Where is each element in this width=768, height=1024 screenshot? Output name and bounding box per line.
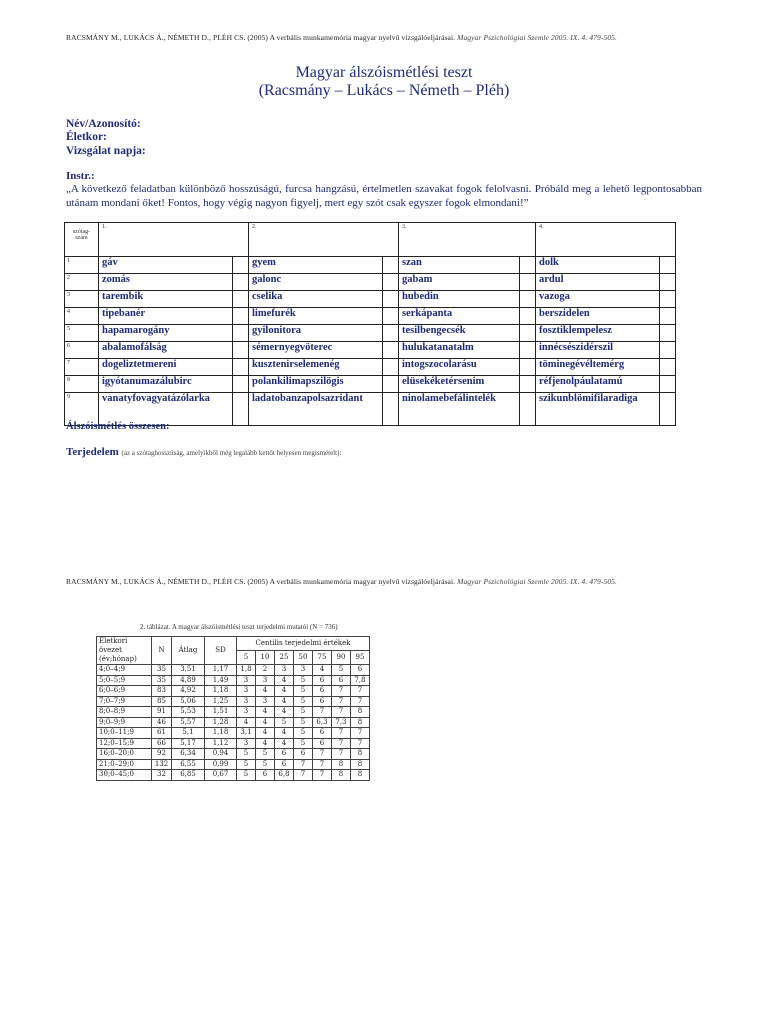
col-header: 2. <box>249 223 399 257</box>
age-cell: 10;0–11;9 <box>97 728 152 739</box>
centile-value: 7 <box>332 738 351 749</box>
score-cell[interactable] <box>383 325 399 342</box>
norms-row <box>97 717 370 728</box>
centile-value: 7 <box>332 707 351 718</box>
age-cell: 6;0–6;9 <box>97 686 152 697</box>
centile-value: 5 <box>275 717 294 728</box>
score-cell[interactable] <box>383 274 399 291</box>
score-cell[interactable] <box>660 325 676 342</box>
centile-value: 8 <box>351 707 370 718</box>
centile-value: 8 <box>351 759 370 770</box>
n-cell: 35 <box>152 665 172 676</box>
pseudoword: dogeliztetmereni <box>99 359 233 376</box>
pseudoword: hulukatanatalm <box>399 342 520 359</box>
score-cell[interactable] <box>383 257 399 274</box>
score-cell[interactable] <box>520 359 536 376</box>
score-cell[interactable] <box>233 376 249 393</box>
centile-value: 7 <box>332 696 351 707</box>
span-note: (az a szótaghosszúság, amelyikből még legalább kettőt helyesen megismételt): <box>121 449 342 457</box>
pseudoword: réfjenolpáulatamú <box>536 376 660 393</box>
pseudoword: vanatyfovagyatázólarka <box>99 393 233 426</box>
table-row <box>65 359 676 376</box>
sd-cell: 0,99 <box>205 759 237 770</box>
centile-value: 7 <box>313 707 332 718</box>
col-header: 3. <box>399 223 536 257</box>
n-cell: 32 <box>152 770 172 781</box>
centile-value: 8 <box>351 717 370 728</box>
norms-row <box>97 759 370 770</box>
table-row <box>65 257 676 274</box>
norms-row <box>97 696 370 707</box>
centile-value: 6,3 <box>313 717 332 728</box>
pseudoword: galonc <box>249 274 383 291</box>
pseudoword: igyótanumazálubirc <box>99 376 233 393</box>
n-cell: 83 <box>152 686 172 697</box>
centile-value: 3 <box>256 696 275 707</box>
score-cell[interactable] <box>660 359 676 376</box>
pseudoword: fosztiklempelesz <box>536 325 660 342</box>
score-cell[interactable] <box>383 393 399 426</box>
n-header: N <box>152 637 172 665</box>
pseudoword: gyem <box>249 257 383 274</box>
mean-cell: 6,55 <box>172 759 205 770</box>
n-cell: 85 <box>152 696 172 707</box>
norms-body <box>97 665 370 781</box>
mean-cell: 5,57 <box>172 717 205 728</box>
centile-value: 6 <box>313 675 332 686</box>
centile-value: 5 <box>294 707 313 718</box>
centile-value: 7 <box>351 738 370 749</box>
age-cell: 5;0–5;9 <box>97 675 152 686</box>
centile-value: 4 <box>256 717 275 728</box>
pseudoword: intogszocolarásu <box>399 359 520 376</box>
score-cell[interactable] <box>383 308 399 325</box>
score-cell[interactable] <box>520 257 536 274</box>
total-score-label: Álszóismétlés összesen: <box>66 421 170 432</box>
score-cell[interactable] <box>520 376 536 393</box>
percentile-header: 5 <box>237 651 256 665</box>
pseudoword-table-header <box>65 223 676 257</box>
centile-value: 6 <box>313 738 332 749</box>
centile-value: 4 <box>313 665 332 676</box>
centile-value: 6 <box>351 665 370 676</box>
centile-value: 4 <box>275 738 294 749</box>
centile-value: 5 <box>294 717 313 728</box>
centile-value: 7 <box>313 749 332 760</box>
syllable-count: 8 <box>65 376 99 393</box>
pseudoword: gáv <box>99 257 233 274</box>
span-label <box>66 446 341 458</box>
sd-cell: 1,18 <box>205 686 237 697</box>
pseudoword: gyilonitora <box>249 325 383 342</box>
percentile-header: 10 <box>256 651 275 665</box>
syllable-count: 9 <box>65 393 99 426</box>
sd-cell: 0,94 <box>205 749 237 760</box>
percentile-header: 75 <box>313 651 332 665</box>
score-cell[interactable] <box>233 342 249 359</box>
pseudoword: tarembik <box>99 291 233 308</box>
pseudoword: ladatobanzapolsazridant <box>249 393 383 426</box>
col-header: 4. <box>536 223 676 257</box>
norms-row <box>97 686 370 697</box>
centile-value: 4 <box>275 686 294 697</box>
mean-cell: 5,53 <box>172 707 205 718</box>
score-cell[interactable] <box>233 325 249 342</box>
centile-value: 6 <box>294 749 313 760</box>
mean-cell: 4,89 <box>172 675 205 686</box>
pseudoword: szan <box>399 257 520 274</box>
mean-cell: 3,51 <box>172 665 205 676</box>
age-cell: 9;0–9;9 <box>97 717 152 728</box>
page-subtitle: (Racsmány – Lukács – Németh – Pléh) <box>258 82 510 99</box>
syllable-header: szótag-szám <box>65 223 99 257</box>
pseudoword: innécsészidérszil <box>536 342 660 359</box>
score-cell[interactable] <box>233 274 249 291</box>
centile-value: 4 <box>256 686 275 697</box>
centile-value: 4 <box>275 696 294 707</box>
score-cell[interactable] <box>660 393 676 426</box>
syllable-count: 7 <box>65 359 99 376</box>
sd-cell: 1,49 <box>205 675 237 686</box>
centile-value: 6 <box>256 770 275 781</box>
mean-cell: 6,85 <box>172 770 205 781</box>
centile-value: 4 <box>275 707 294 718</box>
score-cell[interactable] <box>660 342 676 359</box>
table-row <box>65 274 676 291</box>
pseudoword: abalamofálság <box>99 342 233 359</box>
age-cell: 4;0–4;9 <box>97 665 152 676</box>
pseudoword: zomás <box>99 274 233 291</box>
pseudoword: elüsekéketérsenim <box>399 376 520 393</box>
norms-table <box>96 636 370 781</box>
mean-cell: 6,34 <box>172 749 205 760</box>
score-cell[interactable] <box>520 325 536 342</box>
centile-value: 8 <box>332 770 351 781</box>
centile-value: 5 <box>294 675 313 686</box>
norms-row <box>97 675 370 686</box>
centile-value: 4 <box>275 728 294 739</box>
age-header: Életkori övezet (év;hónap) <box>97 637 152 665</box>
pseudoword: ninolamebefálintelék <box>399 393 520 426</box>
score-cell[interactable] <box>233 393 249 426</box>
sd-cell: 1,17 <box>205 665 237 676</box>
mean-cell: 4,92 <box>172 686 205 697</box>
pseudoword: vazoga <box>536 291 660 308</box>
centile-value: 5 <box>332 665 351 676</box>
norms-row <box>97 738 370 749</box>
centile-value: 6,8 <box>275 770 294 781</box>
syllable-count: 3 <box>65 291 99 308</box>
centile-value: 3 <box>237 696 256 707</box>
centile-value: 4 <box>256 728 275 739</box>
sd-cell: 0,67 <box>205 770 237 781</box>
centile-value: 3 <box>237 675 256 686</box>
centile-header: Centilis terjedelmi értékek <box>237 637 370 651</box>
centile-value: 7 <box>294 770 313 781</box>
pseudoword: ardul <box>536 274 660 291</box>
syllable-count: 2 <box>65 274 99 291</box>
sd-cell: 1,51 <box>205 707 237 718</box>
centile-value: 3 <box>256 675 275 686</box>
centile-value: 4 <box>237 717 256 728</box>
centile-value: 6 <box>275 759 294 770</box>
percentile-header: 95 <box>351 651 370 665</box>
page-title: Magyar álszóismétlési teszt <box>295 64 473 81</box>
mean-cell: 5,06 <box>172 696 205 707</box>
age-cell: 16;0–20;0 <box>97 749 152 760</box>
centile-value: 5 <box>294 738 313 749</box>
score-cell[interactable] <box>660 291 676 308</box>
centile-value: 5 <box>294 686 313 697</box>
centile-value: 3 <box>237 707 256 718</box>
age-field-label: Életkor: <box>66 131 107 143</box>
centile-value: 7 <box>313 759 332 770</box>
citation-header <box>66 33 617 42</box>
centile-value: 6 <box>313 686 332 697</box>
centile-value: 4 <box>256 738 275 749</box>
score-cell[interactable] <box>520 342 536 359</box>
mean-header: Átlag <box>172 637 205 665</box>
table-row <box>65 376 676 393</box>
n-cell: 35 <box>152 675 172 686</box>
centile-value: 7,3 <box>332 717 351 728</box>
score-cell[interactable] <box>383 376 399 393</box>
table-row <box>65 342 676 359</box>
n-cell: 132 <box>152 759 172 770</box>
citation-authors: RACSMÁNY M., LUKÁCS Á., NÉMETH D., PLÉH CS. (2005) A verbális munkamemória magyar nyelvű vizsgálóeljárásai. <box>66 33 456 42</box>
norms-table-caption: 2. táblázat. A magyar álszóismétlési teszt terjedelmi mutatói (N = 736) <box>140 623 338 631</box>
table-row <box>65 291 676 308</box>
citation-journal: Magyar Pszichológiai Szemle 2005. IX. 4. 479-505. <box>457 33 618 42</box>
col-header: 1. <box>99 223 249 257</box>
mean-cell: 5,17 <box>172 738 205 749</box>
centile-value: 5 <box>237 770 256 781</box>
sd-cell: 1,25 <box>205 696 237 707</box>
mean-cell: 5,1 <box>172 728 205 739</box>
score-cell[interactable] <box>383 359 399 376</box>
score-cell[interactable] <box>660 376 676 393</box>
centile-value: 6 <box>332 675 351 686</box>
norms-row <box>97 728 370 739</box>
instruction-text: „A következő feladatban különböző hosszúságú, furcsa hangzású, értelmetlen szavakat fogok felolvasni. Próbáld meg a lehető legpontosabban utánam mondani őket! Fontos, hogy végig nagyon figyelj, mert egy szót csak egyszer fogok elmondani!” <box>66 183 702 209</box>
norms-row <box>97 770 370 781</box>
norms-row <box>97 707 370 718</box>
centile-value: 8 <box>351 749 370 760</box>
centile-value: 3 <box>294 665 313 676</box>
pseudoword: kusztenirselemenég <box>249 359 383 376</box>
syllable-count: 5 <box>65 325 99 342</box>
score-cell[interactable] <box>233 257 249 274</box>
n-cell: 66 <box>152 738 172 749</box>
n-cell: 61 <box>152 728 172 739</box>
centile-value: 7,8 <box>351 675 370 686</box>
centile-value: 3,1 <box>237 728 256 739</box>
n-cell: 91 <box>152 707 172 718</box>
score-cell[interactable] <box>383 291 399 308</box>
score-cell[interactable] <box>520 308 536 325</box>
percentile-header: 90 <box>332 651 351 665</box>
centile-value: 7 <box>332 728 351 739</box>
citation-journal: Magyar Pszichológiai Szemle 2005. IX. 4. 479-505. <box>457 577 618 586</box>
norms-row <box>97 749 370 760</box>
n-cell: 46 <box>152 717 172 728</box>
pseudoword: töminegévéltemérg <box>536 359 660 376</box>
score-cell[interactable] <box>520 393 536 426</box>
centile-value: 7 <box>332 749 351 760</box>
centile-value: 5 <box>294 728 313 739</box>
pseudoword: szikunblömifilaradiga <box>536 393 660 426</box>
pseudoword: dolk <box>536 257 660 274</box>
centile-value: 5 <box>237 759 256 770</box>
norms-header-row <box>97 637 370 651</box>
score-cell[interactable] <box>233 291 249 308</box>
date-field-label: Vizsgálat napja: <box>66 145 146 157</box>
centile-value: 4 <box>256 707 275 718</box>
pseudoword-table <box>64 222 676 426</box>
pseudoword: sémernyegvöterec <box>249 342 383 359</box>
table-row <box>65 325 676 342</box>
centile-value: 5 <box>237 749 256 760</box>
instruction-label: Instr.: <box>66 170 95 182</box>
n-cell: 92 <box>152 749 172 760</box>
sd-header: SD <box>205 637 237 665</box>
span-title: Terjedelem <box>66 446 119 458</box>
pseudoword: hapamarogány <box>99 325 233 342</box>
pseudoword: cselika <box>249 291 383 308</box>
pseudoword: tipebanér <box>99 308 233 325</box>
centile-value: 7 <box>351 696 370 707</box>
score-cell[interactable] <box>660 274 676 291</box>
centile-value: 7 <box>294 759 313 770</box>
centile-value: 3 <box>237 686 256 697</box>
centile-value: 3 <box>237 738 256 749</box>
score-cell[interactable] <box>233 359 249 376</box>
citation-header <box>66 577 617 586</box>
age-cell: 7;0–7;9 <box>97 696 152 707</box>
score-cell[interactable] <box>520 291 536 308</box>
age-cell: 21;0–29;0 <box>97 759 152 770</box>
sd-cell: 1,28 <box>205 717 237 728</box>
centile-value: 5 <box>294 696 313 707</box>
name-field-label: Név/Azonosító: <box>66 118 141 130</box>
centile-value: 1,8 <box>237 665 256 676</box>
centile-value: 8 <box>332 759 351 770</box>
centile-value: 6 <box>313 696 332 707</box>
score-cell[interactable] <box>520 274 536 291</box>
centile-value: 5 <box>256 749 275 760</box>
centile-value: 7 <box>332 686 351 697</box>
pseudoword: berszidelen <box>536 308 660 325</box>
table-row <box>65 308 676 325</box>
score-cell[interactable] <box>660 257 676 274</box>
citation-authors: RACSMÁNY M., LUKÁCS Á., NÉMETH D., PLÉH CS. (2005) A verbális munkamemória magyar nyelvű vizsgálóeljárásai. <box>66 577 456 586</box>
score-cell[interactable] <box>233 308 249 325</box>
age-cell: 8;0–8;9 <box>97 707 152 718</box>
pseudoword: hubedin <box>399 291 520 308</box>
pseudoword: gabam <box>399 274 520 291</box>
centile-value: 5 <box>256 759 275 770</box>
syllable-count: 6 <box>65 342 99 359</box>
pseudoword: tesilbengecsék <box>399 325 520 342</box>
score-cell[interactable] <box>383 342 399 359</box>
norms-row <box>97 665 370 676</box>
centile-value: 7 <box>351 728 370 739</box>
centile-value: 4 <box>275 675 294 686</box>
centile-value: 8 <box>351 770 370 781</box>
score-cell[interactable] <box>660 308 676 325</box>
centile-value: 7 <box>351 686 370 697</box>
pseudoword: limefurék <box>249 308 383 325</box>
syllable-count: 4 <box>65 308 99 325</box>
centile-value: 3 <box>275 665 294 676</box>
centile-value: 7 <box>313 770 332 781</box>
percentile-header: 50 <box>294 651 313 665</box>
syllable-count: 1 <box>65 257 99 274</box>
pseudoword: serkápanta <box>399 308 520 325</box>
centile-value: 6 <box>275 749 294 760</box>
centile-value: 2 <box>256 665 275 676</box>
pseudoword: polankilimapszilögis <box>249 376 383 393</box>
percentile-header: 25 <box>275 651 294 665</box>
sd-cell: 1,18 <box>205 728 237 739</box>
age-cell: 30;0–45;0 <box>97 770 152 781</box>
age-cell: 12;0–15;9 <box>97 738 152 749</box>
centile-value: 6 <box>313 728 332 739</box>
sd-cell: 1,12 <box>205 738 237 749</box>
